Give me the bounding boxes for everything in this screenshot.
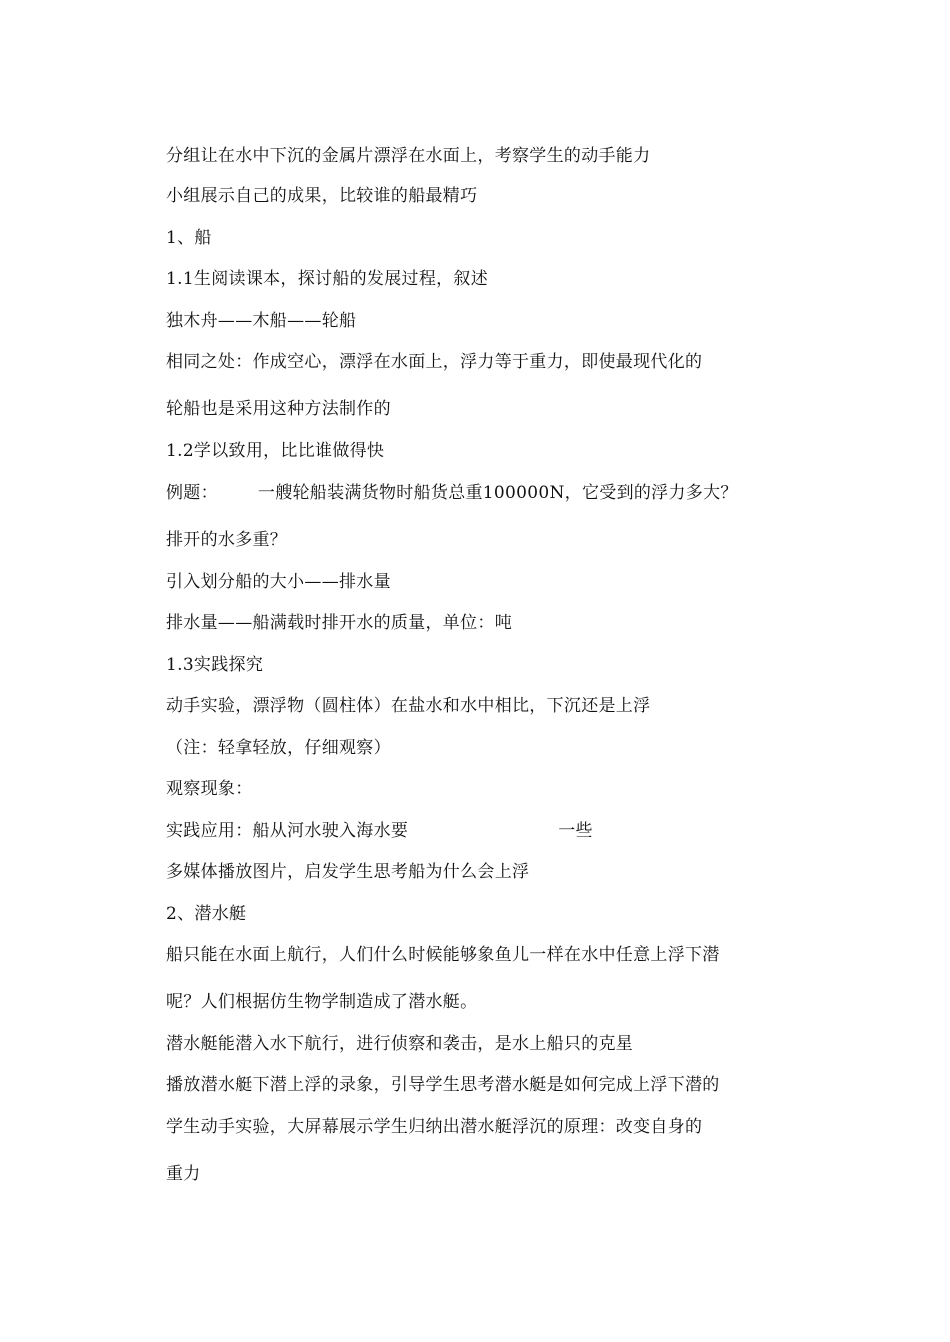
subsection-heading: 1.2学以致用，比比谁做得快 bbox=[166, 441, 385, 461]
practice-row bbox=[166, 819, 593, 843]
example-label: 例题： bbox=[166, 483, 218, 503]
paragraph-line: 船只能在水面上航行，人们什么时候能够象鱼儿一样在水中任意上浮下潜 bbox=[166, 945, 720, 965]
paragraph-line: 排水量——船满载时排开水的质量，单位：吨 bbox=[166, 613, 512, 633]
paragraph-line: 潜水艇能潜入水下航行，进行侦察和袭击，是水上船只的克星 bbox=[166, 1034, 634, 1054]
section-heading: 2、潜水艇 bbox=[166, 904, 247, 924]
practice-suffix: 一些 bbox=[558, 821, 593, 841]
paragraph-line: 相同之处：作成空心，漂浮在水面上，浮力等于重力，即使最现代化的 bbox=[166, 352, 703, 372]
paragraph-line: 独木舟——木船——轮船 bbox=[166, 311, 357, 331]
paragraph-line: 小组展示自己的成果，比较谁的船最精巧 bbox=[166, 186, 478, 206]
paragraph-line: 轮船也是采用这种方法制作的 bbox=[166, 399, 391, 419]
paragraph-line: 重力 bbox=[166, 1164, 201, 1184]
example-row bbox=[166, 481, 738, 505]
practice-prompt: 实践应用：船从河水驶入海水要 bbox=[166, 821, 409, 841]
paragraph-line: 引入划分船的大小——排水量 bbox=[166, 572, 391, 592]
paragraph-line: 播放潜水艇下潜上浮的录象，引导学生思考潜水艇是如何完成上浮下潜的 bbox=[166, 1075, 720, 1095]
paragraph-line: 动手实验，漂浮物（圆柱体）在盐水和水中相比，下沉还是上浮 bbox=[166, 696, 651, 716]
paragraph-line: 排开的水多重？ bbox=[166, 530, 288, 550]
subsection-heading: 1.1生阅读课本，探讨船的发展过程，叙述 bbox=[166, 269, 489, 289]
paragraph-line: 观察现象： bbox=[166, 779, 253, 799]
paragraph-line: 呢？人们根据仿生物学制造成了潜水艇。 bbox=[166, 992, 478, 1012]
paragraph-line: 学生动手实验，大屏幕展示学生归纳出潜水艇浮沉的原理：改变自身的 bbox=[166, 1117, 703, 1137]
paragraph-line: 分组让在水中下沉的金属片漂浮在水面上，考察学生的动手能力 bbox=[166, 146, 651, 166]
subsection-heading: 1.3实践探究 bbox=[166, 655, 264, 675]
section-heading: 1、船 bbox=[166, 228, 212, 248]
paragraph-line: 多媒体播放图片，启发学生思考船为什么会上浮 bbox=[166, 862, 530, 882]
paragraph-line: （注：轻拿轻放，仔细观察） bbox=[166, 738, 391, 758]
example-question: 一艘轮船装满货物时船货总重100000N，它受到的浮力多大？ bbox=[257, 483, 738, 503]
